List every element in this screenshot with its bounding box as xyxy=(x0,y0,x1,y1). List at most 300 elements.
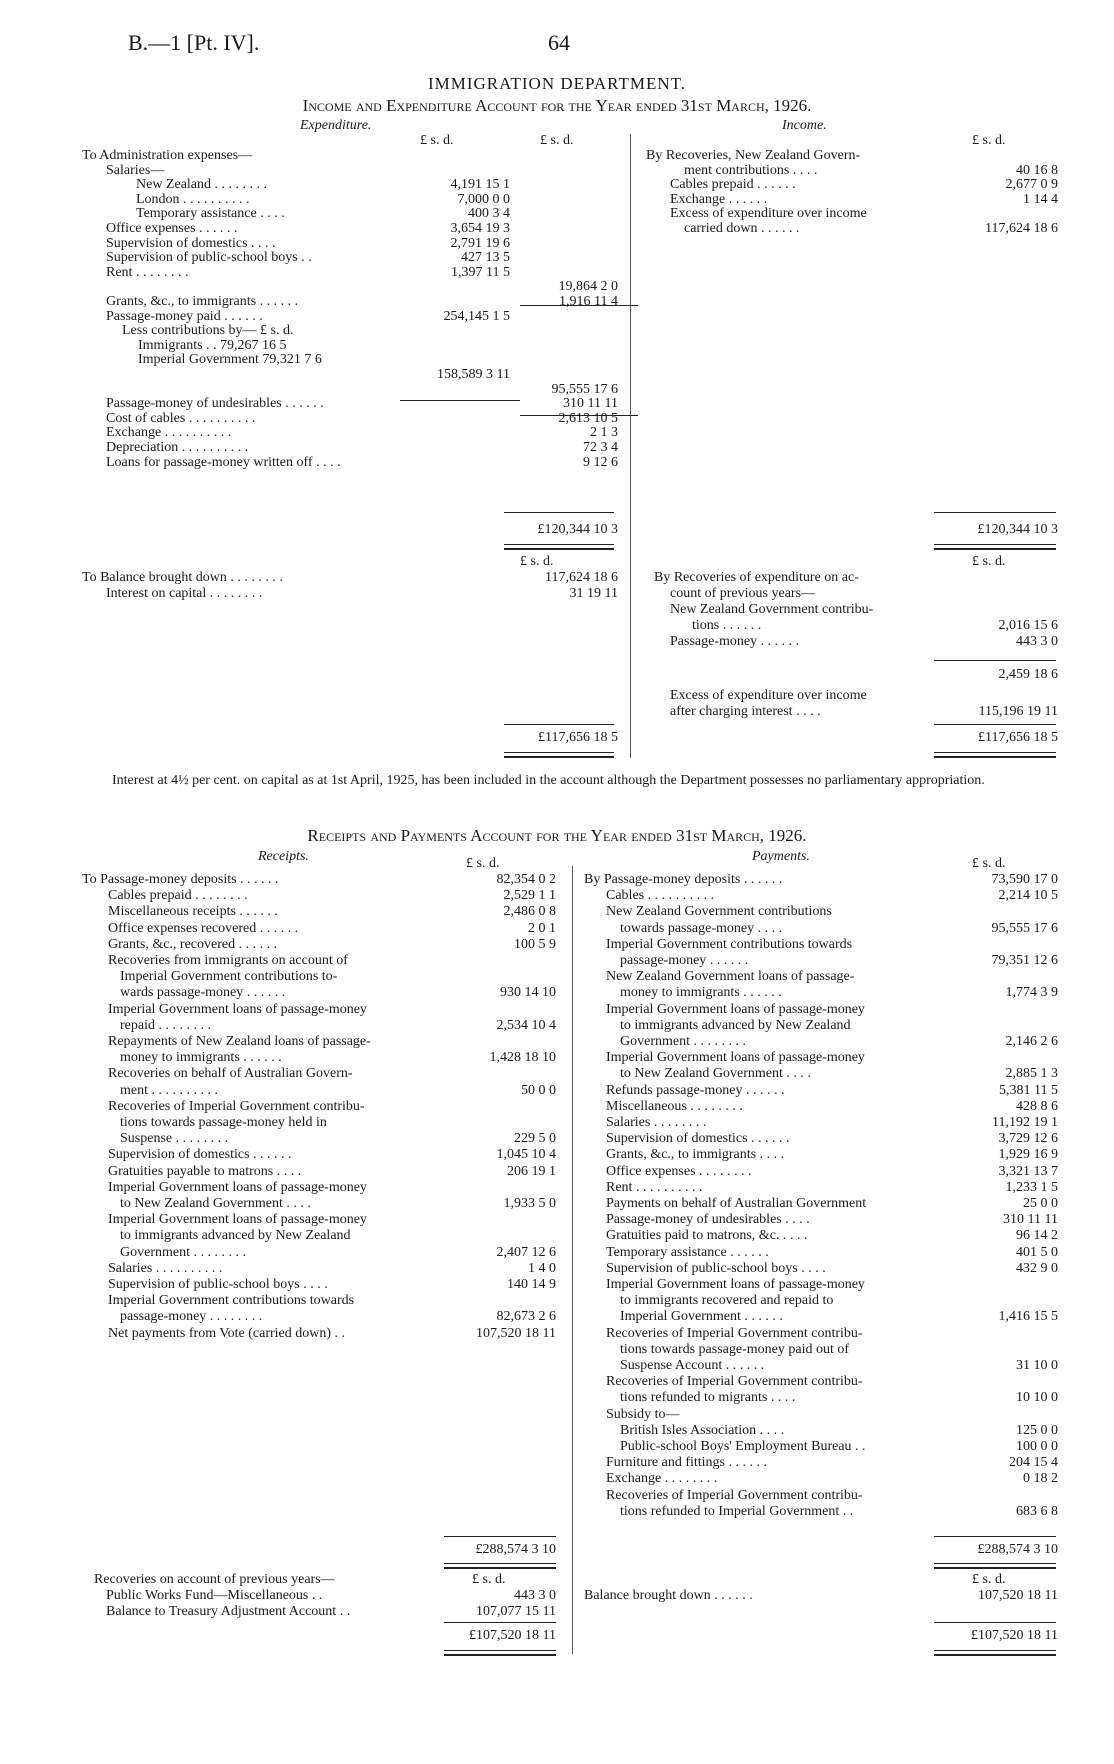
payment-row xyxy=(0,1164,1114,1180)
row-label: passage-money . . . . . . . . xyxy=(120,1309,263,1325)
payments-total: £288,574 3 10 xyxy=(977,1542,1058,1557)
double-rule xyxy=(934,544,1056,550)
income-row xyxy=(0,163,1114,179)
payment-row xyxy=(0,1309,1114,1325)
double-rule xyxy=(444,1563,556,1569)
row-label: ment contributions . . . . xyxy=(684,162,818,178)
money-heading-income: £ s. d. xyxy=(972,133,1006,148)
receipts-payments-title: Receipts and Payments Account for the Year ended 31st March, 1926. xyxy=(307,826,807,845)
income-value: 1 14 4 xyxy=(1023,191,1058,207)
receipt-value: 930 14 10 xyxy=(500,985,556,1001)
receipt-value: 140 14 9 xyxy=(507,1277,556,1292)
payment-row xyxy=(0,1196,1114,1212)
row-label: Supervision of public-school boys . . xyxy=(106,250,312,266)
payment-value: 1,416 15 5 xyxy=(998,1309,1058,1325)
payment-row xyxy=(0,1471,1114,1487)
row-label: Passage-money paid . . . . . . xyxy=(106,308,263,324)
row-label: To Balance brought down . . . . . . . . xyxy=(82,570,283,585)
row-label: Supervision of domestics . . . . xyxy=(106,235,276,251)
payment-value: 1,774 3 9 xyxy=(1005,985,1058,1001)
receipt-value: 100 5 9 xyxy=(514,936,556,952)
row-label: Passage-money of undesirables . . . . xyxy=(606,1212,810,1228)
row-label: London . . . . . . . . . . xyxy=(136,191,250,207)
payment-value: 25 0 0 xyxy=(1023,1196,1058,1211)
payment-row xyxy=(0,1374,1114,1390)
row-label: Recoveries of Imperial Government contribu- xyxy=(606,1374,863,1390)
row-label: Government . . . . . . . . xyxy=(620,1034,746,1049)
rule xyxy=(504,724,614,725)
payment-row xyxy=(0,1066,1114,1082)
rp-balance-left-row xyxy=(0,1604,1114,1620)
payment-value: 95,555 17 6 xyxy=(991,920,1058,936)
double-rule xyxy=(504,544,614,550)
payment-row xyxy=(0,1002,1114,1018)
row-label: Refunds passage-money . . . . . . xyxy=(606,1082,785,1098)
payment-value: 2,146 2 6 xyxy=(1005,1034,1058,1049)
interest-note: Interest at 4½ per cent. on capital as at 1st April, 1925, has been included in the account although the Department possesses no parliamentary appropriation. xyxy=(112,773,985,788)
payment-value: 100 0 0 xyxy=(1016,1439,1058,1454)
row-label: Subsidy to— xyxy=(606,1406,680,1422)
income-row xyxy=(0,177,1114,193)
row-label: Supervision of domestics . . . . . . xyxy=(606,1131,790,1147)
expenditure-row xyxy=(0,236,1114,252)
row-label: Miscellaneous . . . . . . . . xyxy=(606,1098,743,1114)
rule xyxy=(520,305,638,306)
row-label: wards passage-money . . . . . . xyxy=(120,985,286,1001)
income-expenditure-title: Income and Expenditure Account for the Year ended 31st March, 1926. xyxy=(302,96,812,115)
payment-row xyxy=(0,1488,1114,1504)
row-label: Supervision of public-school boys . . . . xyxy=(108,1277,328,1292)
row-label: Suspense . . . . . . . . xyxy=(120,1131,229,1147)
receipts-total: £288,574 3 10 xyxy=(475,1542,556,1557)
row-label: count of previous years— xyxy=(670,586,816,601)
receipt-value: 206 19 1 xyxy=(507,1163,556,1179)
row-label: Miscellaneous receipts . . . . . . xyxy=(108,904,278,920)
payment-value: 1,233 1 5 xyxy=(1005,1179,1058,1195)
income-value: 117,624 18 6 xyxy=(985,221,1058,236)
row-label: Salaries . . . . . . . . . . xyxy=(108,1260,223,1276)
row-label: Rent . . . . . . . . . . xyxy=(606,1179,703,1195)
page-reference: B.—1 [Pt. IV]. xyxy=(128,30,260,55)
row-label: Imperial Government 79,321 7 6 xyxy=(138,352,322,368)
income-row xyxy=(0,221,1114,237)
bal-total-row xyxy=(0,730,1114,746)
row-label: carried down . . . . . . xyxy=(684,221,800,236)
income-heading: Income. xyxy=(782,118,827,133)
payment-row xyxy=(0,953,1114,969)
row-label: New Zealand Government contribu- xyxy=(670,602,874,617)
expenditure-row xyxy=(0,396,1114,412)
receipt-value: 1 4 0 xyxy=(528,1260,556,1276)
subtotal-value: 400 3 4 xyxy=(468,206,510,222)
subtotal-value: 4,191 15 1 xyxy=(450,177,510,193)
receipt-value: 50 0 0 xyxy=(521,1082,556,1098)
receipt-value: 2 0 1 xyxy=(528,920,556,936)
row-label: Loans for passage-money written off . . . . xyxy=(106,454,341,470)
payment-row xyxy=(0,1504,1114,1520)
receipt-value: 82,673 2 6 xyxy=(496,1309,556,1325)
rule xyxy=(934,1536,1056,1537)
expenditure-row xyxy=(0,309,1114,325)
excess-label: Excess of expenditure over income xyxy=(670,688,867,703)
row-label: Recoveries on account of previous years— xyxy=(94,1572,335,1587)
balance-right-row xyxy=(0,586,1114,602)
row-label: Salaries— xyxy=(106,162,165,178)
total-value: 9 12 6 xyxy=(583,454,618,470)
double-rule xyxy=(934,752,1056,758)
payment-row xyxy=(0,1439,1114,1455)
payment-row xyxy=(0,937,1114,953)
income-value: 2,677 0 9 xyxy=(1005,177,1058,193)
row-label: Public-school Boys' Employment Bureau . . xyxy=(620,1439,866,1454)
row-label: Cables . . . . . . . . . . xyxy=(606,888,715,904)
payment-value: 3,729 12 6 xyxy=(998,1131,1058,1147)
exp-total-row xyxy=(0,522,1114,538)
total-value: 310 11 11 xyxy=(563,396,618,412)
row-label: Imperial Government loans of passage-money xyxy=(606,1277,865,1292)
row-label: Office expenses . . . . . . xyxy=(106,221,238,236)
row-label: tions . . . . . . xyxy=(692,618,762,633)
row-label: Government . . . . . . . . xyxy=(120,1244,246,1260)
balance-money-heading: £ s. d. xyxy=(520,554,554,569)
total-value: 1,916 11 4 xyxy=(559,294,618,309)
payment-value: 73,590 17 0 xyxy=(991,872,1058,887)
subtotal-value: 2,791 19 6 xyxy=(450,235,510,251)
row-label: Imperial Government contributions to- xyxy=(120,969,338,985)
row-label: Salaries . . . . . . . . xyxy=(606,1115,707,1130)
balance-right-row xyxy=(0,618,1114,634)
subtotal-value: 1,397 11 5 xyxy=(451,264,510,280)
row-label: New Zealand . . . . . . . . xyxy=(136,177,268,193)
total-value: 72 3 4 xyxy=(583,440,618,455)
row-label: money to immigrants . . . . . . xyxy=(120,1050,282,1066)
subtotal-value: 427 13 5 xyxy=(461,250,510,266)
expenditure-row xyxy=(0,265,1114,281)
recovery-value: 2,016 15 6 xyxy=(998,618,1058,633)
row-label: Recoveries from immigrants on account of xyxy=(108,953,348,968)
payments-heading: Payments. xyxy=(752,849,810,864)
expenditure-heading: Expenditure. xyxy=(300,118,372,133)
payment-value: 31 10 0 xyxy=(1016,1358,1058,1373)
rule xyxy=(520,415,638,416)
row-label: tions refunded to Imperial Government . . xyxy=(620,1503,854,1519)
balance-money-heading-right: £ s. d. xyxy=(972,554,1006,569)
row-label: money to immigrants . . . . . . xyxy=(620,985,782,1001)
money-heading-sub: £ s. d. xyxy=(420,133,454,148)
rp-balance-money-heading: £ s. d. xyxy=(472,1572,506,1587)
payment-row xyxy=(0,1050,1114,1066)
row-label: Exchange . . . . . . . . . . xyxy=(106,425,232,441)
double-rule xyxy=(934,1650,1056,1656)
payment-row xyxy=(0,1390,1114,1406)
row-label: Temporary assistance . . . . xyxy=(136,206,285,222)
payment-row xyxy=(0,1115,1114,1131)
payment-value: 204 15 4 xyxy=(1009,1455,1058,1471)
payment-row xyxy=(0,1358,1114,1374)
rp-balance-money-heading-right: £ s. d. xyxy=(972,1572,1006,1587)
row-label: Recoveries of Imperial Government contribu- xyxy=(606,1325,863,1341)
payment-row xyxy=(0,1245,1114,1261)
row-label: Balance to Treasury Adjustment Account . . xyxy=(106,1604,351,1619)
subtotal-value: 254,145 1 5 xyxy=(443,308,510,324)
double-rule xyxy=(934,1563,1056,1569)
receipts-heading: Receipts. xyxy=(258,849,309,864)
row-label: Grants, &c., recovered . . . . . . xyxy=(108,936,278,952)
row-label: Cables prepaid . . . . . . . . xyxy=(108,888,248,904)
payment-row xyxy=(0,1261,1114,1277)
row-label: By Passage-money deposits . . . . . . xyxy=(584,872,783,887)
row-label: tions refunded to migrants . . . . xyxy=(620,1390,796,1406)
rule xyxy=(444,1622,556,1623)
payment-row xyxy=(0,1131,1114,1147)
money-heading-total: £ s. d. xyxy=(540,133,574,148)
payment-value: 2,885 1 3 xyxy=(1005,1066,1058,1082)
excess-value: 115,196 19 11 xyxy=(978,704,1058,719)
expenditure-row xyxy=(0,294,1114,310)
row-label: Immigrants . . 79,267 16 5 xyxy=(138,337,287,353)
row-label: Interest on capital . . . . . . . . xyxy=(106,586,263,601)
row-label: Imperial Government loans of passage-money xyxy=(606,1050,865,1066)
page-number: 64 xyxy=(548,30,570,55)
payment-value: 96 14 2 xyxy=(1016,1228,1058,1244)
row-label: to New Zealand Government . . . . xyxy=(620,1066,811,1082)
rp-balance-right-total: £107,520 18 11 xyxy=(971,1628,1058,1643)
row-label: By Recoveries of expenditure on ac- xyxy=(654,570,859,585)
payment-row xyxy=(0,985,1114,1001)
recoveries-subtotal: 2,459 18 6 xyxy=(998,667,1058,682)
expenditure-row xyxy=(0,338,1114,354)
payment-value: 2,214 10 5 xyxy=(998,888,1058,904)
payment-value: 0 18 2 xyxy=(1023,1471,1058,1487)
row-label: tions towards passage-money held in xyxy=(120,1115,327,1130)
payment-row xyxy=(0,1407,1114,1423)
row-label: Exchange . . . . . . xyxy=(670,191,768,207)
payment-value: 10 10 0 xyxy=(1016,1390,1058,1406)
row-label: repaid . . . . . . . . xyxy=(120,1017,211,1033)
balance-brought-down-row xyxy=(0,1588,1114,1604)
receipt-value: 2,534 10 4 xyxy=(496,1017,556,1033)
payment-row xyxy=(0,1099,1114,1115)
payment-row xyxy=(0,1342,1114,1358)
row-label: Office expenses . . . . . . . . xyxy=(606,1163,752,1179)
rule xyxy=(444,1536,556,1537)
payment-value: 401 5 0 xyxy=(1016,1244,1058,1260)
income-row xyxy=(0,192,1114,208)
row-label: Excess of expenditure over income xyxy=(670,206,867,222)
rp-balance-value: 107,077 15 11 xyxy=(476,1604,556,1619)
subtotal-value: 158,589 3 11 xyxy=(437,367,510,382)
payment-row xyxy=(0,1147,1114,1163)
expenditure-row xyxy=(0,455,1114,471)
expenditure-row xyxy=(0,250,1114,266)
payment-row xyxy=(0,1180,1114,1196)
payment-row xyxy=(0,1212,1114,1228)
payment-value: 432 9 0 xyxy=(1016,1260,1058,1276)
payment-value: 11,192 19 1 xyxy=(992,1115,1058,1130)
row-label: Passage-money of undesirables . . . . . . xyxy=(106,396,324,412)
row-label: Imperial Government loans of passage-money xyxy=(108,1001,367,1017)
receipt-value: 2,529 1 1 xyxy=(503,888,556,904)
payment-row xyxy=(0,1018,1114,1034)
rp-balance-left-row xyxy=(0,1572,1114,1588)
row-label: Public Works Fund—Miscellaneous . . xyxy=(106,1588,323,1603)
row-label: Recoveries on behalf of Australian Govern- xyxy=(108,1066,353,1082)
row-label: Gratuities paid to matrons, &c. . . . . xyxy=(606,1228,808,1244)
double-rule xyxy=(444,1650,556,1656)
row-label: Grants, &c., to immigrants . . . . . . xyxy=(106,294,299,309)
payment-row xyxy=(0,888,1114,904)
receipt-value: 107,520 18 11 xyxy=(476,1325,556,1341)
row-label: to immigrants advanced by New Zealand xyxy=(620,1017,851,1033)
total-value: 2 1 3 xyxy=(590,425,618,441)
row-label: Cost of cables . . . . . . . . . . xyxy=(106,410,256,426)
row-label: Suspense Account . . . . . . xyxy=(620,1358,765,1373)
receipt-value: 2,486 0 8 xyxy=(503,904,556,920)
row-label: Imperial Government contributions towards xyxy=(606,936,853,952)
row-label: Temporary assistance . . . . . . xyxy=(606,1244,769,1260)
payment-row xyxy=(0,1326,1114,1342)
row-label: towards passage-money . . . . xyxy=(620,920,783,936)
payment-row xyxy=(0,904,1114,920)
row-label: Recoveries of Imperial Government contribu- xyxy=(606,1487,863,1503)
excess-row-2 xyxy=(0,704,1114,720)
row-label: Depreciation . . . . . . . . . . xyxy=(106,440,249,455)
row-label: British Isles Association . . . . xyxy=(620,1422,785,1438)
payment-row xyxy=(0,1228,1114,1244)
balance-left-total: £117,656 18 5 xyxy=(538,730,618,745)
total-value: 2,613 10 5 xyxy=(558,410,618,426)
receipt-value: 1,933 5 0 xyxy=(503,1196,556,1211)
row-label: to immigrants recovered and repaid to xyxy=(620,1293,834,1309)
payment-row xyxy=(0,1083,1114,1099)
expenditure-row xyxy=(0,382,1114,398)
payment-value: 1,929 16 9 xyxy=(998,1147,1058,1163)
income-row xyxy=(0,206,1114,222)
expenditure-row xyxy=(0,279,1114,295)
rule xyxy=(934,724,1056,725)
money-heading-payments: £ s. d. xyxy=(972,856,1006,871)
row-label: Recoveries of Imperial Government contribu- xyxy=(108,1098,365,1114)
income-total: £120,344 10 3 xyxy=(977,522,1058,537)
department-title: IMMIGRATION DEPARTMENT. xyxy=(427,74,687,93)
payment-value: 428 8 6 xyxy=(1016,1098,1058,1114)
balance-value: 31 19 11 xyxy=(569,586,618,601)
balance-right-row xyxy=(0,602,1114,618)
rule xyxy=(934,1622,1056,1623)
row-label: New Zealand Government loans of passage- xyxy=(606,969,855,985)
subtotal-value: 3,654 19 3 xyxy=(450,221,510,236)
row-label: Furniture and fittings . . . . . . xyxy=(606,1455,767,1471)
row-label: Less contributions by— £ s. d. xyxy=(122,323,294,339)
expenditure-row xyxy=(0,367,1114,383)
receipt-value: 2,407 12 6 xyxy=(496,1244,556,1260)
row-label: Gratuities payable to matrons . . . . xyxy=(108,1163,302,1179)
income-value: 40 16 8 xyxy=(1016,162,1058,178)
rule xyxy=(504,512,614,513)
payment-value: 79,351 12 6 xyxy=(991,953,1058,968)
row-label: To Passage-money deposits . . . . . . xyxy=(82,872,279,887)
row-label: New Zealand Government contributions xyxy=(606,904,832,920)
row-label: Supervision of domestics . . . . . . xyxy=(108,1147,292,1163)
row-label: Cables prepaid . . . . . . xyxy=(670,177,796,193)
excess-label-cont: after charging interest . . . . xyxy=(670,704,821,719)
payment-value: 125 0 0 xyxy=(1016,1422,1058,1438)
income-row xyxy=(0,148,1114,164)
row-label: Imperial Government . . . . . . xyxy=(620,1309,783,1325)
recovery-value: 443 3 0 xyxy=(1016,634,1058,649)
payment-row xyxy=(0,1277,1114,1293)
payment-row xyxy=(0,1423,1114,1439)
row-label: Exchange . . . . . . . . xyxy=(606,1471,718,1487)
row-label: Imperial Government loans of passage-money xyxy=(108,1179,367,1195)
payment-row xyxy=(0,1293,1114,1309)
row-label: Rent . . . . . . . . xyxy=(106,264,189,280)
total-value: 95,555 17 6 xyxy=(551,381,618,397)
payment-value: 683 6 8 xyxy=(1016,1503,1058,1519)
row-label: to immigrants advanced by New Zealand xyxy=(120,1228,351,1244)
payment-row xyxy=(0,969,1114,985)
row-label: Repayments of New Zealand loans of passage- xyxy=(108,1034,371,1049)
row-label: tions towards passage-money paid out of xyxy=(620,1341,850,1357)
row-label: By Recoveries, New Zealand Govern- xyxy=(646,148,861,163)
receipt-value: 229 5 0 xyxy=(514,1131,556,1147)
money-heading-receipts: £ s. d. xyxy=(466,856,500,871)
row-label: passage-money . . . . . . xyxy=(620,953,749,968)
balance-value: 117,624 18 6 xyxy=(545,570,618,585)
rp-total-row xyxy=(0,1542,1114,1558)
payment-value: 310 11 11 xyxy=(1003,1212,1058,1228)
row-label: Office expenses recovered . . . . . . xyxy=(108,920,299,936)
row-label: Supervision of public-school boys . . . . xyxy=(606,1260,826,1276)
row-label: to New Zealand Government . . . . xyxy=(120,1196,311,1211)
payment-value: 5,381 11 5 xyxy=(999,1082,1058,1098)
expenditure-row xyxy=(0,323,1114,339)
expenditure-row xyxy=(0,440,1114,456)
balance-brought-down-value: 107,520 18 11 xyxy=(978,1588,1058,1603)
row-label: Imperial Government loans of passage-money xyxy=(108,1212,367,1228)
balance-right-row xyxy=(0,634,1114,650)
rp-balance-value: 443 3 0 xyxy=(514,1588,556,1603)
payment-row xyxy=(0,1455,1114,1471)
rule xyxy=(934,660,1056,661)
excess-row-1 xyxy=(0,688,1114,704)
row-label: Passage-money . . . . . . xyxy=(670,634,800,649)
row-label: Imperial Government contributions towards xyxy=(108,1293,355,1309)
row-label: Net payments from Vote (carried down) . . xyxy=(108,1325,346,1341)
total-value: 19,864 2 0 xyxy=(558,279,618,295)
balance-brought-down-label: Balance brought down . . . . . . xyxy=(584,1588,753,1603)
rule xyxy=(934,512,1056,513)
rp-bal-total-row xyxy=(0,1628,1114,1644)
row-label: Grants, &c., to immigrants . . . . xyxy=(606,1147,785,1163)
rule xyxy=(400,400,520,401)
subtotal-value: 7,000 0 0 xyxy=(457,191,510,207)
expenditure-row xyxy=(0,411,1114,427)
balance-right-row xyxy=(0,570,1114,586)
expenditure-row xyxy=(0,352,1114,368)
row-label: Imperial Government loans of passage-money xyxy=(606,1001,865,1017)
receipt-value: 1,428 18 10 xyxy=(489,1050,556,1066)
double-rule xyxy=(504,752,614,758)
balance-right-total: £117,656 18 5 xyxy=(978,730,1058,745)
expenditure-total: £120,344 10 3 xyxy=(537,522,618,537)
payment-row xyxy=(0,921,1114,937)
payment-row xyxy=(0,872,1114,888)
bal-sub-row xyxy=(0,667,1114,683)
row-label: To Administration expenses— xyxy=(82,148,253,163)
row-label: Payments on behalf of Australian Government xyxy=(606,1196,867,1211)
receipt-value: 82,354 0 2 xyxy=(496,872,556,887)
